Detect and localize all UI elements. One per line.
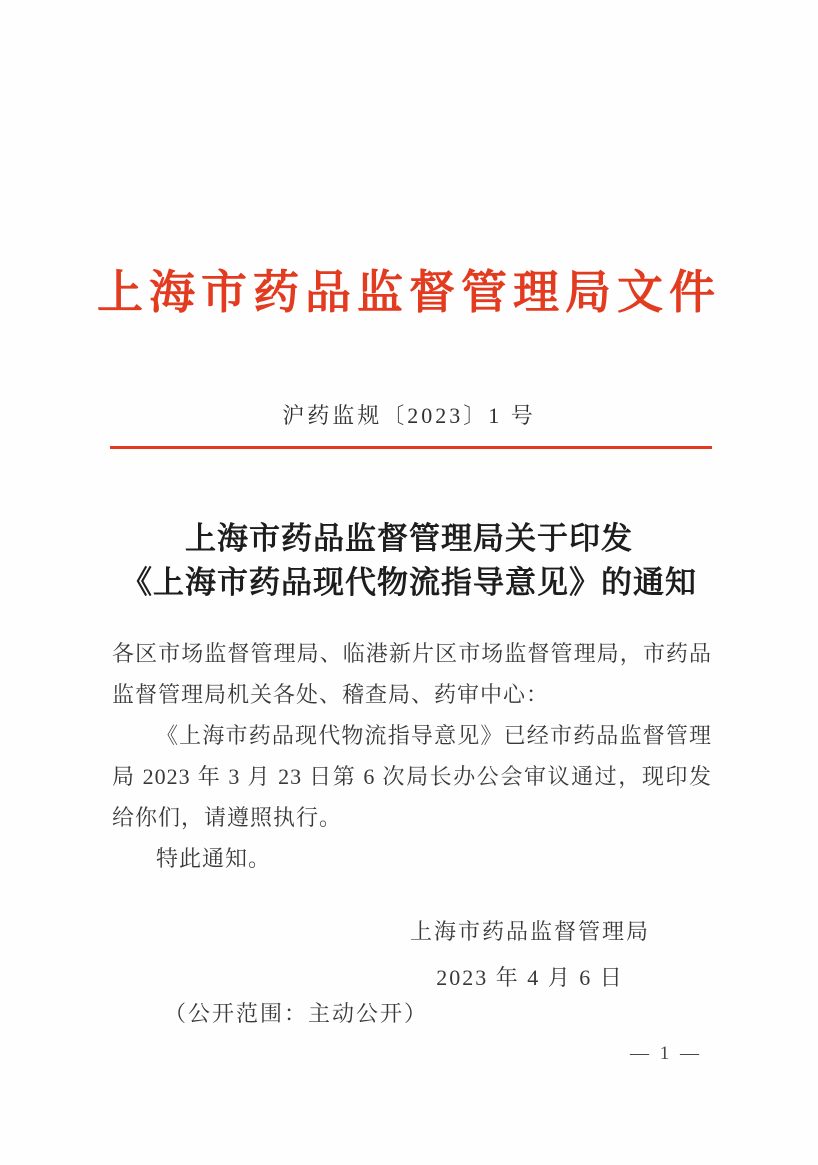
disclosure-scope: （公开范围：主动公开） bbox=[164, 1001, 429, 1026]
document-body bbox=[112, 633, 712, 879]
signature-block bbox=[410, 909, 650, 1001]
issue-date: 2023 年 4 月 6 日 bbox=[436, 965, 624, 990]
main-paragraph: 《上海市药品现代物流指导意见》已经市药品监督管理局 2023 年 3 月 23 日第 6 次局长办公会审议通过，现印发给你们，请遵照执行。 bbox=[112, 723, 712, 830]
letterhead-divider bbox=[110, 446, 712, 449]
document-title bbox=[109, 517, 709, 605]
page-number: — 1 — bbox=[630, 1043, 702, 1064]
closing-paragraph: 特此通知。 bbox=[156, 846, 272, 871]
document-title-line2: 《上海市药品现代物流指导意见》的通知 bbox=[121, 565, 697, 600]
document-number: 沪药监规〔2023〕1 号 bbox=[282, 403, 536, 428]
recipients-line: 各区市场监督管理局、临港新片区市场监督管理局，市药品监督管理局机关各处、稽查局、药审中心： bbox=[112, 641, 712, 707]
letterhead-title: 上海市药品监督管理局文件 bbox=[97, 267, 721, 318]
issuing-authority: 上海市药品监督管理局 bbox=[409, 919, 650, 944]
document-title-line1: 上海市药品监督管理局关于印发 bbox=[185, 521, 633, 556]
